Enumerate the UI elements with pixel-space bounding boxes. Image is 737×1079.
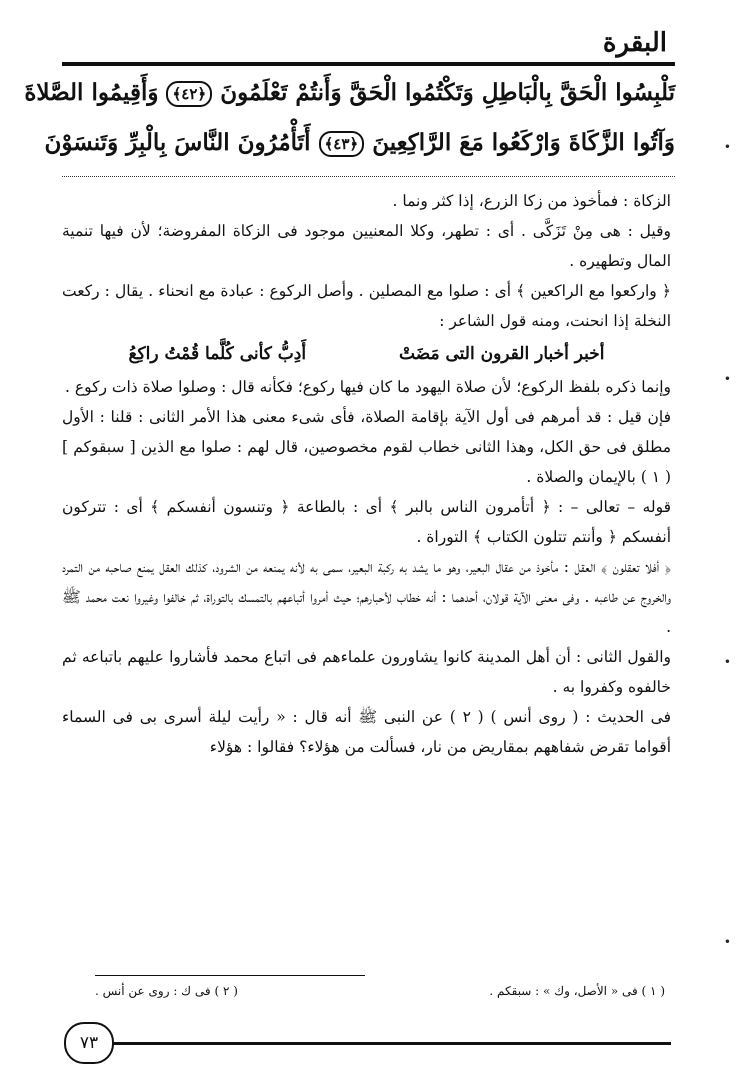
quran-text: وَآتُوا الزَّكَاةَ وَارْكَعُوا مَعَ الرَّاكِعِينَ [372,129,675,156]
poem-hemistich-2: أَدِبُّ كأنى كُلَّما قُمْتُ راكِعُ [128,344,307,364]
quran-line-1 [24,68,675,118]
surah-title: البقرة [602,28,667,58]
footer-rule [110,1042,671,1045]
quran-text: أَتَأْمُرُونَ النَّاسَ بِالْبِرِّ وَتَنسَوْنَ [44,129,311,156]
paragraph: فى الحديث : ( روى أنس ) ( ٢ ) عن النبى ﷺ أنه قال : « رأيت ليلة أسرى بى فى السماء أقواما تقرض شفاههم بمقاريض من نار، فسألت من هؤلاء؟ فقالوا : هؤلاء [62,708,672,756]
quran-line-2 [44,118,675,168]
paragraph: فإن قيل : قد أمرهم فى أول الآية بإقامة الصلاة، فأى شىء معنى هذا الأمر الثانى : قلنا : الأول مطلق فى حق الكل، وهذا الثانى خطاب لقوم مخصوصين، قال لهم : صلوا مع الذين [ سبقوكم ] ( ١ ) بالإيمان والصلاة . [62,408,671,486]
margin-dot-icon: • [723,655,731,669]
dotted-divider [62,176,675,177]
paragraph: قوله – تعالى – : ﴿ أتأمرون الناس بالبر ﴾ أى : بالطاعة ﴿ وتنسون أنفسكم ﴾ أى : تتركون أنفسكم ﴿ وأنتم تتلون الكتاب ﴾ التوراة . [62,498,671,546]
poem-verse [62,336,671,372]
header-rule [62,62,675,66]
commentary [62,186,671,762]
margin-dot-icon: • [723,140,731,154]
footnote-rule [95,975,365,976]
paragraph: والقول الثانى : أن أهل المدينة كانوا يشاورون علماءهم فى اتباع محمد فأشاروا عليهم باتباعه ثم خالفوه وكفروا به . [62,648,671,696]
ayah-marker-42: ﴿٤٢﴾ [166,81,212,107]
margin-dot-icon: • [723,935,731,949]
footnotes [95,984,665,998]
paragraph: وإنما ذكره بلفظ الركوع؛ لأن صلاة اليهود ما كان فيها ركوع؛ فكأنه قال : وصلوا صلاة ذات ركوع . [65,378,671,396]
margin-dot-icon: • [723,372,731,386]
quran-text: تَلْبِسُوا الْحَقَّ بِالْبَاطِلِ وَتَكْتُمُوا الْحَقَّ وَأَنتُمْ تَعْلَمُونَ [220,79,675,106]
poem-hemistich-1: أخبر أخبار القرون التى مَضَتْ [399,344,605,364]
quran-verses [24,68,675,176]
paragraph: الزكاة : فمأخوذ من زكا الزرع، إذا كثر ونما . [392,192,671,210]
paragraph: ﴿ أفلا تعقلون ﴾ العقل : مأخوذ من عقال البعير، وهو ما يشد به ركبة البعير، سمى به لأنه يمنعه من الشرود، كذلك العقل يمنع صاحبه من التمرد والخروج عن طاعبه . وفى معنى الآية قولان، أحدهما : أنه خطاب لأحبارهم؛ حيث أمروا أتباعهم بالتمسك بالتوراة، ثم خالفوا وغيروا نعت محمد ﷺ . [62,558,671,636]
paragraph: وقيل : هى مِنْ تَزَكَّى . أى : تطهر، وكلا المعنيين موجود فى الزكاة المفروضة؛ لأن فيها تنمية المال وتطهيره . [62,222,671,270]
quran-text: وَأَقِيمُوا الصَّلاةَ [24,79,159,106]
page-number: ٧٣ [64,1022,114,1064]
footnote-2: ( ٢ ) فى ك : روى عن أنس . [95,984,238,998]
footnote-1: ( ١ ) فى « الأصل، وك » : سبقكم . [489,984,665,998]
ayah-marker-43: ﴿٤٣﴾ [319,131,365,157]
paragraph: ﴿ واركعوا مع الراكعين ﴾ أى : صلوا مع المصلين . وأصل الركوع : عبادة مع انحناء . يقال : ركعت النخلة إذا انحنت، ومنه قول الشاعر : [62,282,671,330]
